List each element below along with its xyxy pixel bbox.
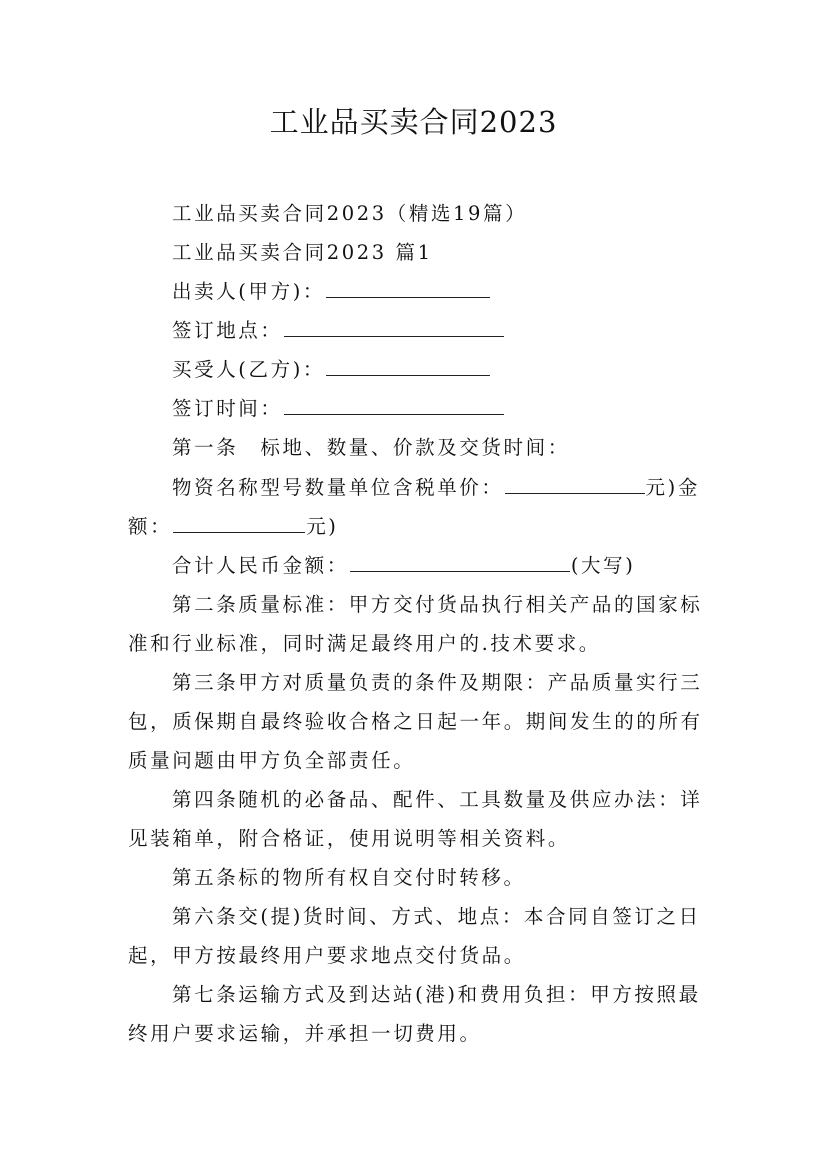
article-4-line-2: 见装箱单，附合格证，使用说明等相关资料。 [128,827,571,850]
place-label: 签订地点： [172,319,283,342]
unit-price-blank [505,474,645,494]
article-3-line-2: 包，质保期自最终验收合格之日起一年。期间发生的的所有 [128,710,703,733]
goods-line [172,472,700,500]
article-7-line-1: 第七条运输方式及到达站(港)和费用负担：甲方按照最 [172,983,701,1006]
article-2-line-2: 准和行业标准，同时满足最终用户的.技术要求。 [128,632,601,655]
document-subtitle: 工业品买卖合同2023（精选19篇） [172,202,528,225]
goods-label: 物资名称型号数量单位含税单价： [172,476,504,499]
seller-label: 出卖人(甲方)： [172,280,326,303]
total-line [172,550,635,578]
time-label: 签订时间： [172,397,283,420]
place-line [172,315,505,343]
document-title: 工业品买卖合同2023 [269,105,558,139]
article-3-line-3: 质量问题由甲方负全部责任。 [128,749,416,772]
total-label-end: (大写) [570,554,636,577]
seller-blank [326,278,490,298]
total-label: 合计人民币金额： [172,554,349,577]
article-6-line-2: 起，甲方按最终用户要求地点交付货品。 [128,944,526,967]
amount-label: 额： [128,515,173,538]
article-1-title: 第一条 标地、数量、价款及交货时间： [172,436,570,459]
section-heading: 工业品买卖合同2023 篇1 [172,241,433,264]
article-4-line-1: 第四条随机的必备品、配件、工具数量及供应办法：详 [172,788,703,811]
article-6-line-1: 第六条交(提)货时间、方式、地点：本合同自签订之日 [172,905,701,928]
time-line [172,393,505,421]
goods-label-end: 元)金 [645,476,700,499]
time-blank [284,395,504,415]
place-blank [284,317,504,337]
buyer-line [172,354,491,382]
article-5-line-1: 第五条标的物所有权自交付时转移。 [172,866,526,889]
buyer-blank [326,356,490,376]
article-7-line-2: 终用户要求运输，并承担一切费用。 [128,1022,482,1045]
amount-blank [173,513,305,533]
amount-label-end: 元) [306,515,339,538]
article-3-line-1: 第三条甲方对质量负责的条件及期限：产品质量实行三 [172,671,703,694]
seller-line [172,276,491,304]
article-2-line-1: 第二条质量标准：甲方交付货品执行相关产品的国家标 [172,593,703,616]
amount-line [128,511,339,539]
total-blank [350,552,570,572]
buyer-label: 买受人(乙方)： [172,358,326,381]
